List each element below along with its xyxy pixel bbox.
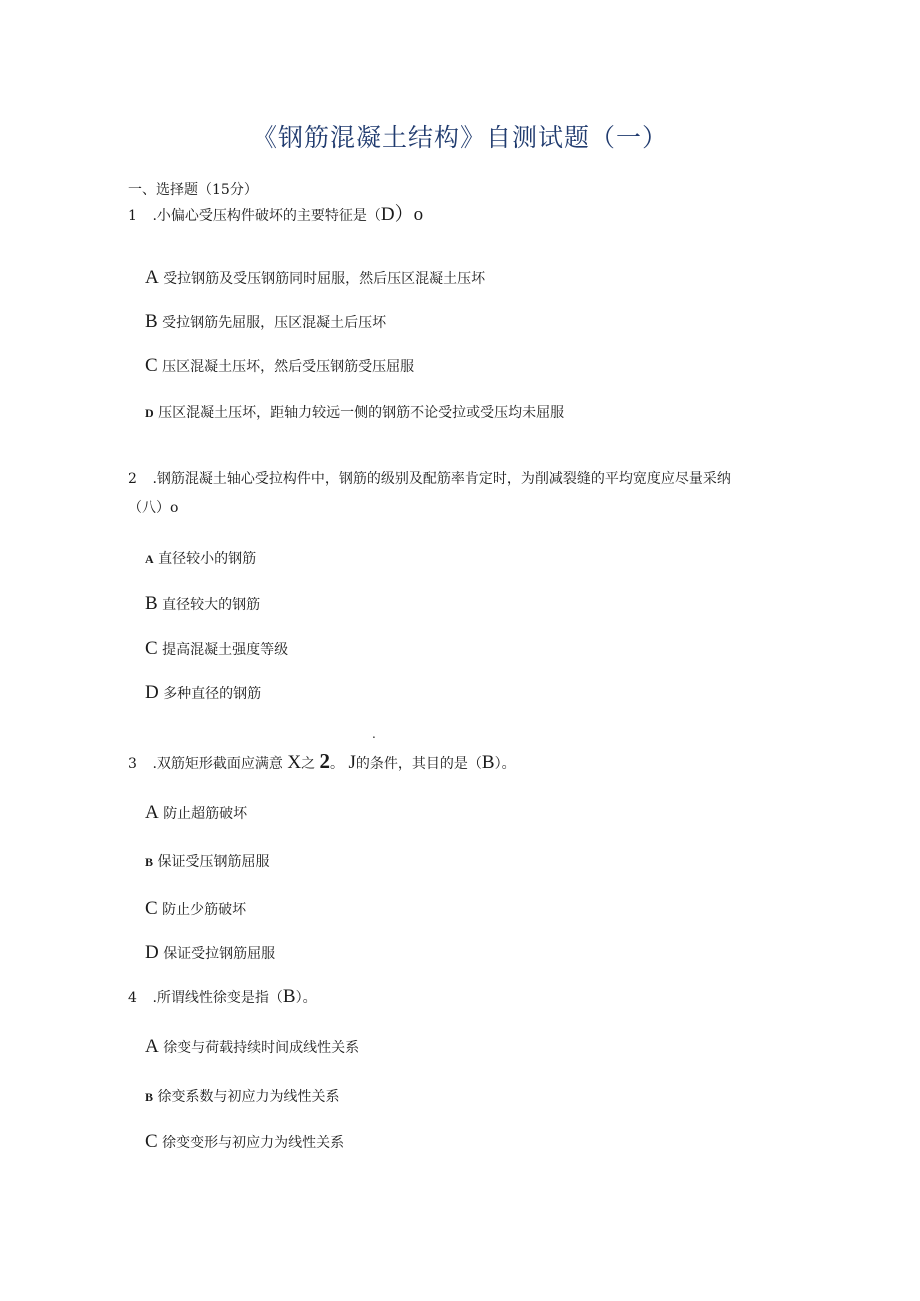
option-text: 保证受压钢筋屈服 [157,854,270,870]
option-a [145,267,485,289]
option-c [145,355,414,377]
option-text: 徐变与荷载持续时间成线性关系 [163,1040,360,1056]
option-letter: D [145,682,159,703]
option-c [145,1131,344,1153]
option-a [145,1036,359,1058]
question-number: 3 [128,756,137,772]
question-2-continued: （八）o [128,500,179,516]
option-letter: B [145,855,154,869]
option-letter: C [145,355,158,376]
option-text: 徐变系数与初应力为线性关系 [157,1089,340,1105]
option-text: 直径较大的钢筋 [162,597,261,613]
option-letter: D [145,406,154,420]
question-text: .钢筋混凝土轴心受拉构件中，钢筋的级别及配筋率肯定时，为削减裂缝的平均宽度应尽量采纳 [152,471,731,487]
option-text: 压区混凝土压坏，距轴力较远一侧的钢筋不论受拉或受压均未屈服 [158,405,565,421]
option-text: 保证受拉钢筋屈服 [163,946,276,962]
option-d [145,682,261,704]
section-heading: 一、选择题（15分） [128,182,258,198]
question-number: 1 [128,208,137,224]
option-letter: C [145,1131,158,1152]
option-text: 防止超筋破坏 [163,806,248,822]
question-text: 的条件，其目的是（ [355,756,482,772]
option-a [145,802,247,824]
option-a [145,548,256,568]
option-letter: B [145,1090,154,1104]
option-text: 受拉钢筋先屈服，压区混凝土后压坏 [162,315,387,331]
option-text: 压区混凝土压坏，然后受压钢筋受压屈服 [162,359,415,375]
option-c [145,638,288,660]
option-b [145,593,260,615]
question-4 [128,986,317,1008]
symbol-x: X [287,752,302,773]
option-letter: A [145,552,154,566]
option-text: 受拉钢筋及受压钢筋同时屈服，然后压区混凝土压坏 [163,271,486,287]
question-text-end: ）o [394,204,424,225]
option-text: 提高混凝土强度等级 [162,642,289,658]
option-letter: A [145,1036,159,1057]
option-text: 徐变变形与初应力为线性关系 [162,1135,345,1151]
question-text: .小偏心受压构件破坏的主要特征是（ [152,208,381,224]
question-number: 2 [128,471,137,487]
option-letter: D [145,942,159,963]
question-2 [128,468,731,488]
option-b [145,1086,339,1106]
option-text: 直径较小的钢筋 [158,551,257,567]
option-text: 多种直径的钢筋 [163,686,262,702]
answer-letter: D [380,204,395,225]
option-b [145,311,386,333]
question-text: .双筋矩形截面应满意 [152,756,283,772]
question-number: 4 [128,990,137,1006]
option-letter: A [145,267,159,288]
question-text: 。 [330,756,345,772]
option-letter: B [145,593,158,614]
stray-mark: . [372,727,376,741]
question-text: 之 [301,756,316,772]
option-letter: A [145,802,159,823]
question-text: .所谓线性徐变是指（ [152,990,283,1006]
symbol-2: 2 [319,749,331,773]
option-letter: C [145,638,158,659]
answer-letter: B [282,986,296,1007]
option-c [145,898,246,920]
question-3 [128,749,516,774]
option-d [145,942,275,964]
question-text-end: ）。 [295,990,317,1006]
option-letter: C [145,898,158,919]
option-letter: B [145,311,158,332]
option-d [145,402,564,422]
question-1 [128,199,423,226]
option-text: 防止少筋破坏 [162,902,247,918]
option-b [145,851,269,871]
symbol-j: J [348,752,356,773]
page-title: 《钢筋混凝土结构》自测试题（一） [251,123,668,152]
answer-letter: B [481,752,495,773]
question-text-end: ）。 [494,756,516,772]
